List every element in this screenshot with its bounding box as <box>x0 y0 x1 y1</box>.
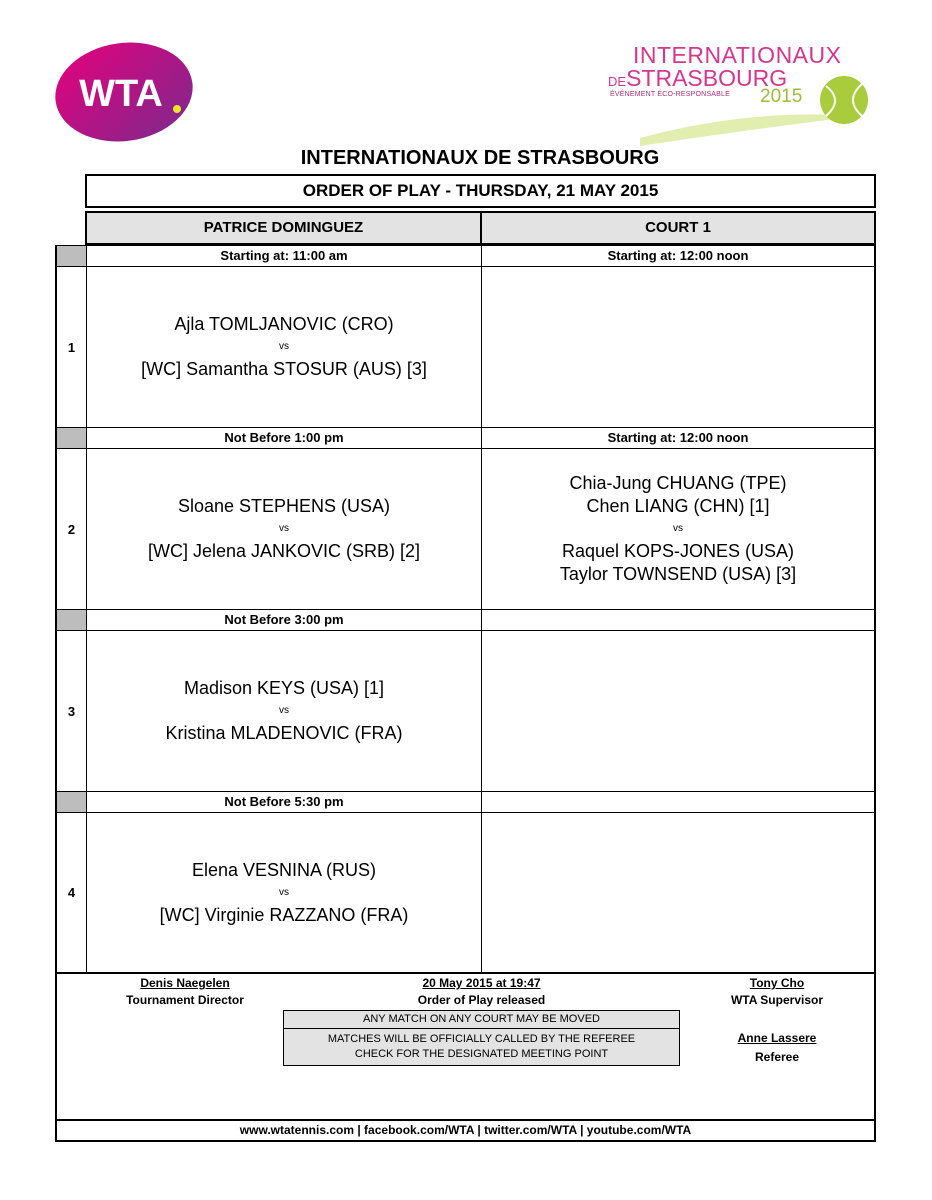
notice-referee-line1: MATCHES WILL BE OFFICIALLY CALLED BY THE REFEREE <box>327 1033 636 1045</box>
social-links-bar: www.wtatennis.com | facebook.com/WTA | twitter.com/WTA | youtube.com/WTA <box>57 1119 874 1140</box>
time-cell: Not Before 3:00 pm <box>87 610 482 630</box>
vs-label: vs <box>279 341 289 352</box>
tournament-logo-line1: INTERNATIONAUX <box>633 42 842 68</box>
time-cell <box>482 792 874 812</box>
match-cell <box>87 631 482 791</box>
page-title: INTERNATIONAUX DE STRASBOURG <box>300 147 660 169</box>
tennis-ball-icon <box>818 74 870 126</box>
match-row <box>57 813 874 972</box>
player-name: [WC] Virginie RAZZANO (FRA) <box>159 904 409 925</box>
match-cell <box>87 267 482 427</box>
match-number: 4 <box>57 813 87 972</box>
match-cell <box>87 449 482 609</box>
match-cell-empty <box>482 267 874 427</box>
time-cell <box>482 610 874 630</box>
wta-logo <box>55 42 195 142</box>
player-name: Chen LIANG (CHN) [1] <box>586 496 770 516</box>
player-name: Taylor TOWNSEND (USA) [3] <box>559 564 797 584</box>
tournament-logo-de: DE <box>608 74 627 89</box>
match-row <box>57 267 874 427</box>
time-cell: Starting at: 12:00 noon <box>607 248 749 263</box>
notice-match-moved: ANY MATCH ON ANY COURT MAY BE MOVED <box>283 1010 680 1029</box>
time-row-marker <box>57 428 87 448</box>
released-label: Order of Play released <box>417 993 546 1007</box>
player-name: Elena VESNINA (RUS) <box>191 859 377 880</box>
court-header-patrice-dominguez: PATRICE DOMINGUEZ <box>85 211 482 245</box>
time-row-marker <box>57 792 87 812</box>
vs-label: vs <box>279 886 289 898</box>
director-role: Tournament Director <box>126 993 244 1007</box>
svg-text:WTA: WTA <box>79 73 163 115</box>
match-number: 1 <box>57 267 87 427</box>
time-cell: Not Before 5:30 pm <box>87 792 482 812</box>
tournament-logo-year: 2015 <box>760 86 803 107</box>
time-row <box>57 609 874 631</box>
referee-name: Anne Lassere <box>737 1031 817 1045</box>
tournament-logo <box>600 38 880 148</box>
time-cell: Starting at: 12:00 noon <box>607 430 749 445</box>
vs-label: vs <box>673 523 683 534</box>
time-row <box>57 427 874 449</box>
vs-label: vs <box>279 523 289 534</box>
notice-referee-line2: CHECK FOR THE DESIGNATED MEETING POINT <box>354 1048 609 1060</box>
wta-logo-graphic <box>55 42 195 142</box>
player-name: Raquel KOPS-JONES (USA) <box>561 541 795 561</box>
match-number: 2 <box>57 449 87 609</box>
tournament-logo-city: STRASBOURG <box>626 65 788 91</box>
released-date: 20 May 2015 at 19:47 <box>422 976 541 990</box>
player-name: [WC] Jelena JANKOVIC (SRB) [2] <box>147 541 421 561</box>
time-row-marker <box>57 610 87 630</box>
court-header-court-1: COURT 1 <box>480 211 876 245</box>
order-of-play-subtitle: ORDER OF PLAY - THURSDAY, 21 MAY 2015 <box>85 174 876 208</box>
time-row-marker <box>57 246 87 266</box>
player-name: Sloane STEPHENS (USA) <box>177 496 391 516</box>
time-cell: Not Before 1:00 pm <box>87 428 482 448</box>
player-name: Kristina MLADENOVIC (FRA) <box>165 723 403 743</box>
match-cell-empty <box>482 813 874 972</box>
player-name: Madison KEYS (USA) [1] <box>183 678 385 698</box>
match-row <box>57 449 874 609</box>
time-row <box>57 791 874 813</box>
match-cell <box>482 449 874 609</box>
supervisor-name: Tony Cho <box>749 976 805 990</box>
footer <box>55 972 876 1142</box>
director-name: Denis Naegelen <box>140 976 230 990</box>
player-name: Chia-Jung CHUANG (TPE) <box>569 473 787 493</box>
notice-referee-call <box>283 1028 680 1066</box>
tournament-logo-tagline: ÉVÉNEMENT ÉCO-RESPONSABLE <box>610 91 731 98</box>
player-name: Ajla TOMLJANOVIC (CRO) <box>174 314 394 334</box>
referee-role: Referee <box>754 1050 800 1064</box>
time-row <box>57 245 874 267</box>
vs-label: vs <box>279 705 289 716</box>
schedule-grid <box>55 245 876 972</box>
match-row <box>57 631 874 791</box>
time-cell: Starting at: 11:00 am <box>87 246 482 266</box>
supervisor-role: WTA Supervisor <box>730 993 823 1007</box>
player-name: [WC] Samantha STOSUR (AUS) [3] <box>141 359 427 379</box>
match-cell <box>87 813 482 972</box>
match-cell-empty <box>482 631 874 791</box>
match-number: 3 <box>57 631 87 791</box>
